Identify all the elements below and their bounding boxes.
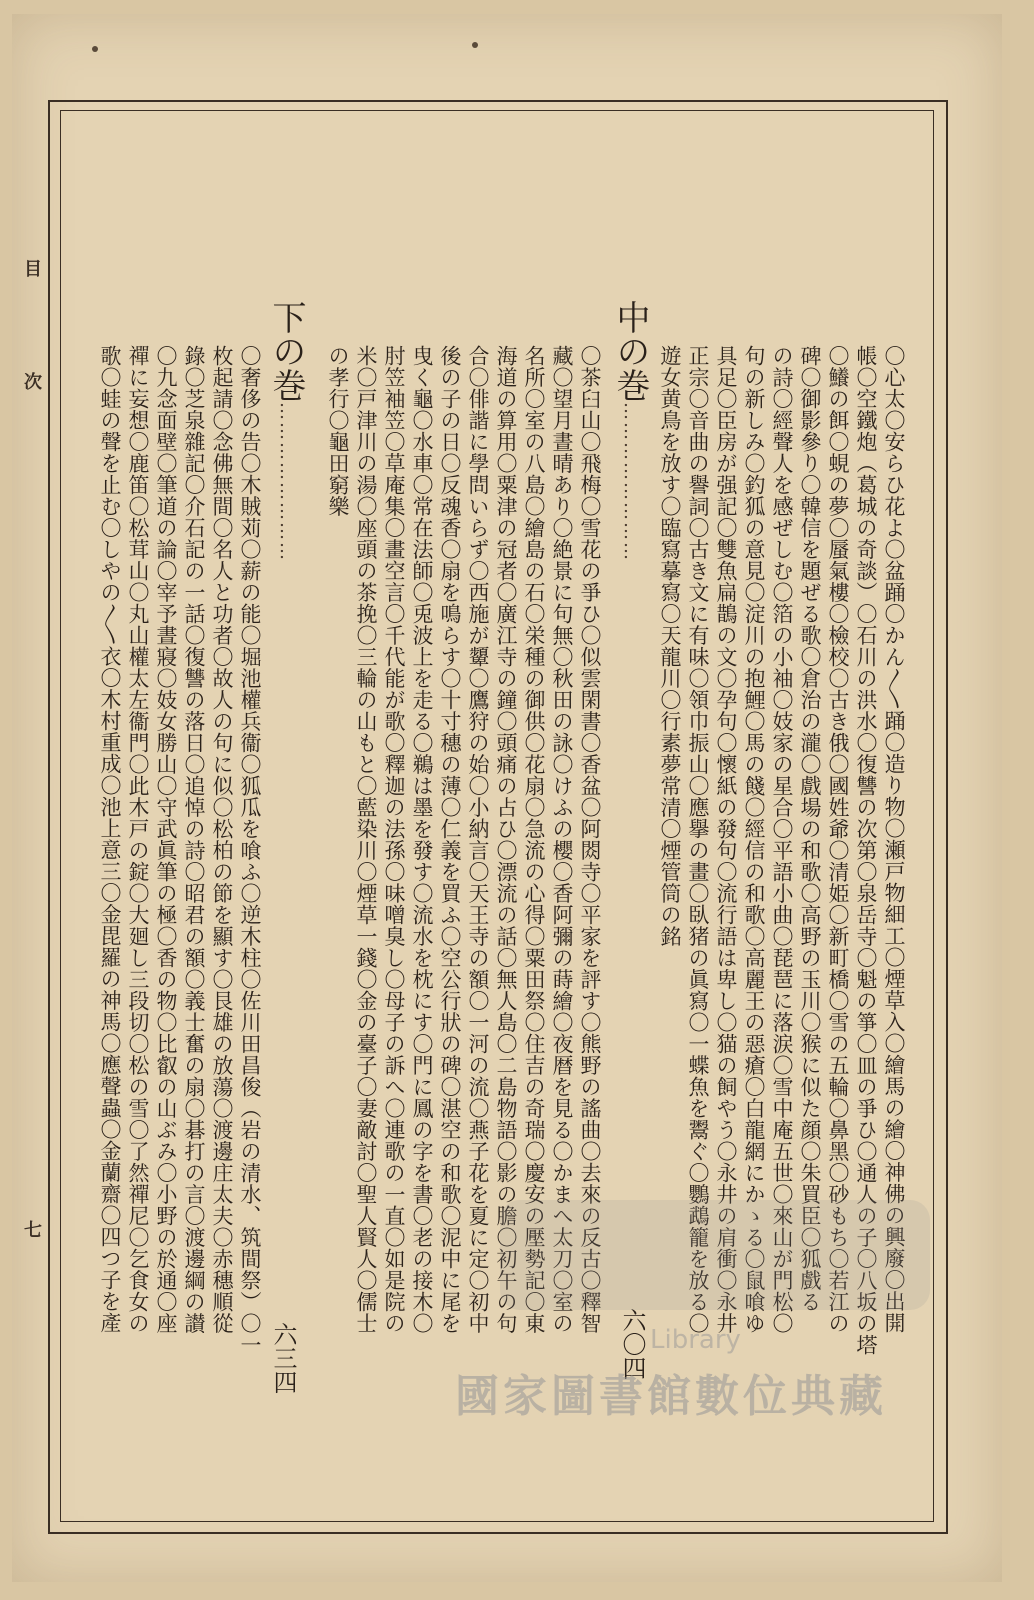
lower-toc-line: 名所〇室の八島〇繪島の石〇栄種の御供〇花扇〇急流の心得〇粟田祭〇住吉の奇瑞〇慶安の壓勢記〇東 xyxy=(522,345,546,1334)
middle-toc-line: 〇心太〇安らひ花よ〇盆踊〇かん〳〵踊〇造り物〇瀬戸物細工〇煙草入〇繪馬の繪〇神佛の興廢〇出開 xyxy=(882,345,906,1334)
lower-volume-title: 下の巻 xyxy=(266,300,306,402)
lower-toc-line: 枚起請〇念佛無間〇名人と功者〇故人の句に似〇松柏の節を顯す〇艮雄の放蕩〇渡邊庄太夫〇赤穗順從 xyxy=(210,345,234,1334)
binding-hole xyxy=(472,42,478,48)
leader-dots: …………………… xyxy=(276,402,297,562)
binding-hole xyxy=(92,46,98,52)
lower-toc-line: 曳く龜〇水車〇常在法師〇兎波上を走る〇鵜は墨を發す〇流水を枕にす〇門に鳳の字を書〇老の接木〇 xyxy=(410,345,434,1334)
lower-toc-line: 禪に妄想〇鹿笛〇松茸山〇丸山權太左衞門〇此木戸の錠〇大廻し三段切〇松の雪〇了然禪尼〇乞食女の xyxy=(126,345,150,1334)
lower-volume-page: 六三四 xyxy=(269,1322,297,1394)
middle-volume-title: 中の巻 xyxy=(610,300,650,402)
margin-mark-mokuji-2: 次 xyxy=(24,372,42,393)
middle-toc-line: 帳〇空鐵炮（葛城の奇談）〇石川の洪水〇復讐の次第〇泉岳寺〇魁の箏〇皿の爭ひ〇通人の子〇八坂の塔 xyxy=(854,345,878,1356)
lower-toc-line: 藏〇望月晝晴あり〇絶景に句無〇秋田の詠〇けふの櫻〇香阿彌の蒔繪〇夜暦を見る〇かまへ太刀〇室の xyxy=(550,345,574,1334)
lower-toc-line: の孝行〇龜田窮樂 xyxy=(326,345,350,517)
library-watermark: 國家圖書館數位典藏 xyxy=(455,1371,887,1422)
middle-toc-line: 遊女黄鳥を放す〇臨寫摹寫〇天龍川〇行素夢常清〇煙管筒の銘 xyxy=(658,345,682,947)
middle-toc-line: 〇鱶の餌〇蜆の夢〇蜃氣樓〇檢校〇古き俄〇國姓爺〇清姫〇新町橋〇雪の五輪〇鼻黑〇砂もち〇若江の xyxy=(826,345,850,1334)
lower-toc-line: 後の子の日〇反魂香〇扇を鳴らす〇十寸穗の薄〇仁義を買ふ〇空公行狀の碑〇湛空の和歌〇泥中に尾を xyxy=(438,345,462,1334)
middle-toc-line: の詩〇經聲人を感ぜしむ〇箔の小袖〇妓家の星合〇平語小曲〇琵琶に落涙〇雪中庵五世〇來山が門松〇 xyxy=(770,345,794,1334)
lower-toc-line: 肘笠袖笠〇草庵集〇畫空言〇千代能が歌〇釋迦の法孫〇味噌臭し〇母子の訴へ〇連歌の一直〇如是院の xyxy=(382,345,406,1334)
lower-toc-line: 〇茶臼山〇飛梅〇雪花の爭ひ〇似雲閑書〇香盆〇阿閦寺〇平家を評す〇熊野の謠曲〇去來の反古〇釋智 xyxy=(578,345,602,1334)
lower-toc-line: 〇九念面壁〇筆道の論〇宰予晝寢〇妓女勝山〇守武眞筆の極〇香の物〇比叡の山ぶみ〇小野の於通〇座 xyxy=(154,345,178,1334)
lower-toc-line: 海道の算用〇粟津の冠者〇廣江寺の鐘〇頭痛の占ひ〇漂流の話〇無人島〇二島物語〇影の膽〇初午の句 xyxy=(494,345,518,1334)
margin-mark-mokuji-1: 目 xyxy=(24,259,42,280)
middle-toc-line: 正宗〇音曲の譽詞〇古き文に有味〇領巾振山〇應擧の畫〇臥猪の眞寫〇一蝶魚を鬻ぐ〇鸚鵡籠を放る〇 xyxy=(686,345,710,1334)
lower-toc-line: 米〇戸津川の湯〇座頭の茶挽〇三輪の山もと〇藍染川〇煙草一錢〇金の臺子〇妻敵討〇聖人賢人〇儒士 xyxy=(354,345,378,1334)
lower-toc-line: 歌〇蛙の聲を止む〇しやの〳〵衣〇木村重成〇池上意三〇金毘羅の神馬〇應聲蟲〇金蘭齋〇四つ子を產 xyxy=(98,345,122,1334)
middle-toc-line: 句の新しみ〇釣狐の意見〇淀川の抱鯉〇馬の餞〇經信の和歌〇高麗王の惡瘡〇白龍網にかゝる〇鼠喰ゆ xyxy=(742,345,766,1334)
middle-volume-page: 六〇四 xyxy=(618,1308,646,1380)
middle-toc-line: 具足〇臣房が强記〇雙魚扁鵲の文〇孕句〇懷紙の發句〇流行語は卑し〇猫の飼やう〇永井の肩衝〇永井 xyxy=(714,345,738,1334)
middle-volume-heading xyxy=(610,300,650,562)
lower-toc-line: 合〇俳諧に學問いらず〇西施が顰〇鷹狩の始〇小納言〇天王寺の額〇一河の流〇燕子花を夏に定〇初中 xyxy=(466,345,490,1334)
lower-toc-line: 錄〇芝泉雜記〇介石記の一話〇復讐の落日〇追悼の詩〇昭君の額〇義士奮の扇〇碁打の言〇渡邊綱の讃 xyxy=(182,345,206,1334)
leader-dots: …………………… xyxy=(620,402,641,562)
margin-page-number: 七 xyxy=(24,1220,42,1241)
middle-toc-line: 碑〇御影參り〇韓信を題ぜる歌〇倉治の瀧〇戲場の和歌〇高野の玉川〇猴に似た顔〇朱買臣〇狐戲る xyxy=(798,345,822,1313)
watermark-subtext: Library xyxy=(650,1325,741,1355)
lower-volume-heading xyxy=(266,300,306,562)
library-seal-mark xyxy=(500,1200,930,1310)
lower-toc-line: 〇奢侈の告〇木賊苅〇薪の能〇堀池權兵衞〇狐瓜を喰ふ〇逆木柱〇佐川田昌俊（岩の清水、筑間祭）〇一 xyxy=(238,345,262,1356)
